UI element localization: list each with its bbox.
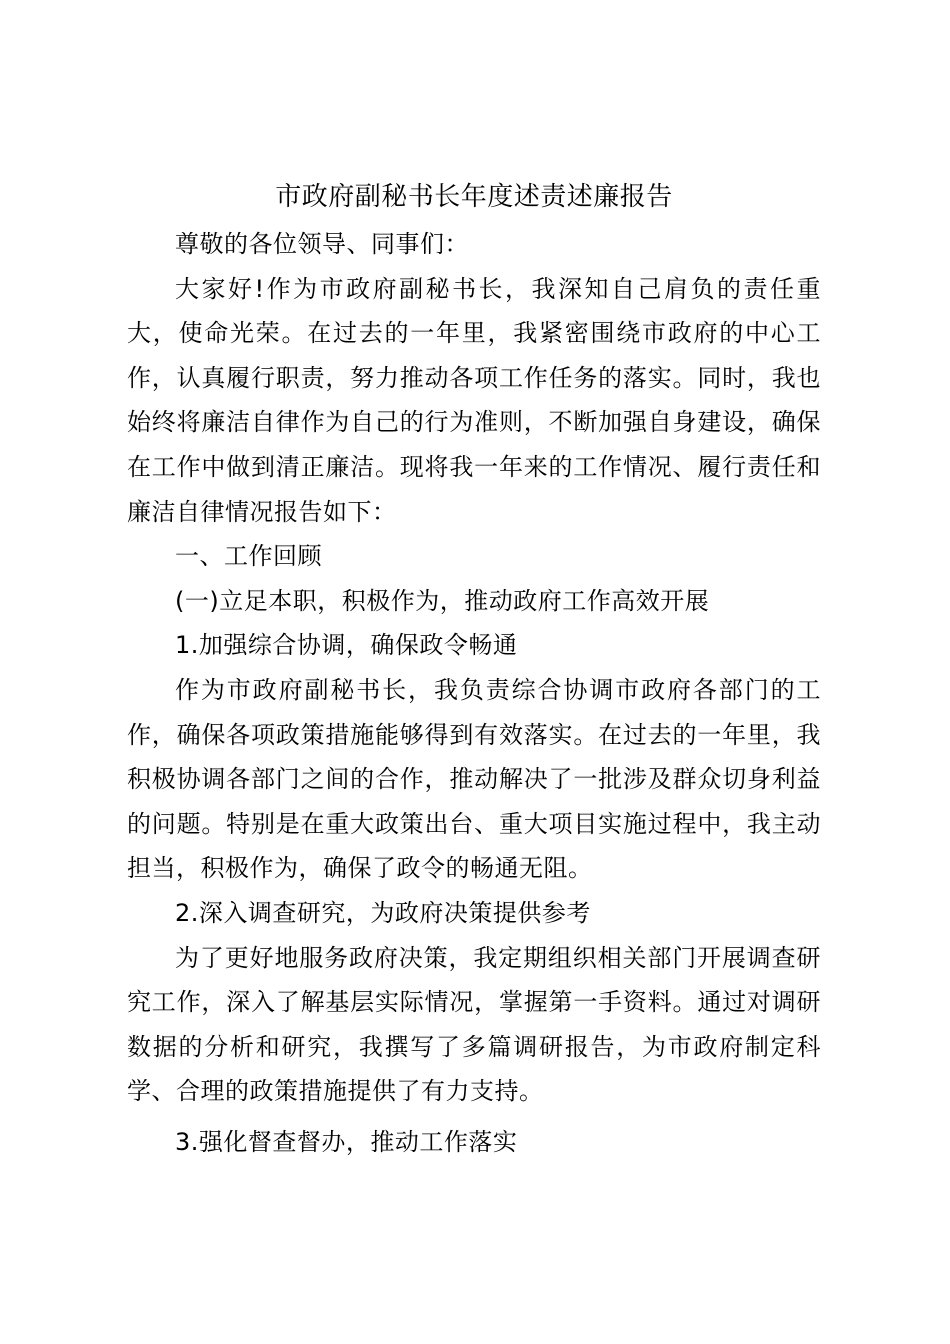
salutation: 尊敬的各位领导、同事们： [175, 230, 469, 258]
document-body [127, 172, 821, 1164]
document-title: 市政府副秘书长年度述责述廉报告 [275, 182, 673, 212]
subsection-heading-1: (一)立足本职，积极作为，推动政府工作高效开展 [175, 586, 710, 615]
item-heading-2: 2.深入调查研究，为政府决策提供参考 [175, 898, 591, 927]
item-paragraph-2: 为了更好地服务政府决策，我定期组织相关部门开展调查研究工作，深入了解基层实际情况，掌握第一手资料。通过对调研数据的分析和研究，我撰写了多篇调研报告，为市政府制定科学、合理的政策措施提供了有力支持。 [127, 943, 821, 1106]
section-heading-work-review: 一、工作回顾 [175, 542, 322, 571]
item-paragraph-1: 作为市政府副秘书长，我负责综合协调市政府各部门的工作，确保各项政策措施能够得到有效落实。在过去的一年里，我积极协调各部门之间的合作，推动解决了一批涉及群众切身利益的问题。特别是在重大政策出台、重大项目实施过程中，我主动担当，积极作为，确保了政令的畅通无阻。 [127, 675, 821, 883]
item-heading-3: 3.强化督查督办，推动工作落实 [175, 1127, 518, 1156]
intro-paragraph: 大家好!作为市政府副秘书长，我深知自己肩负的责任重大，使命光荣。在过去的一年里，我紧密围绕市政府的中心工作，认真履行职责，努力推动各项工作任务的落实。同时，我也始终将廉洁自律作为自己的行为准则，不断加强自身建设，确保在工作中做到清正廉洁。现将我一年来的工作情况、履行责任和廉洁自律情况报告如下： [127, 274, 821, 526]
item-heading-1: 1.加强综合协调，确保政令畅通 [175, 631, 518, 660]
